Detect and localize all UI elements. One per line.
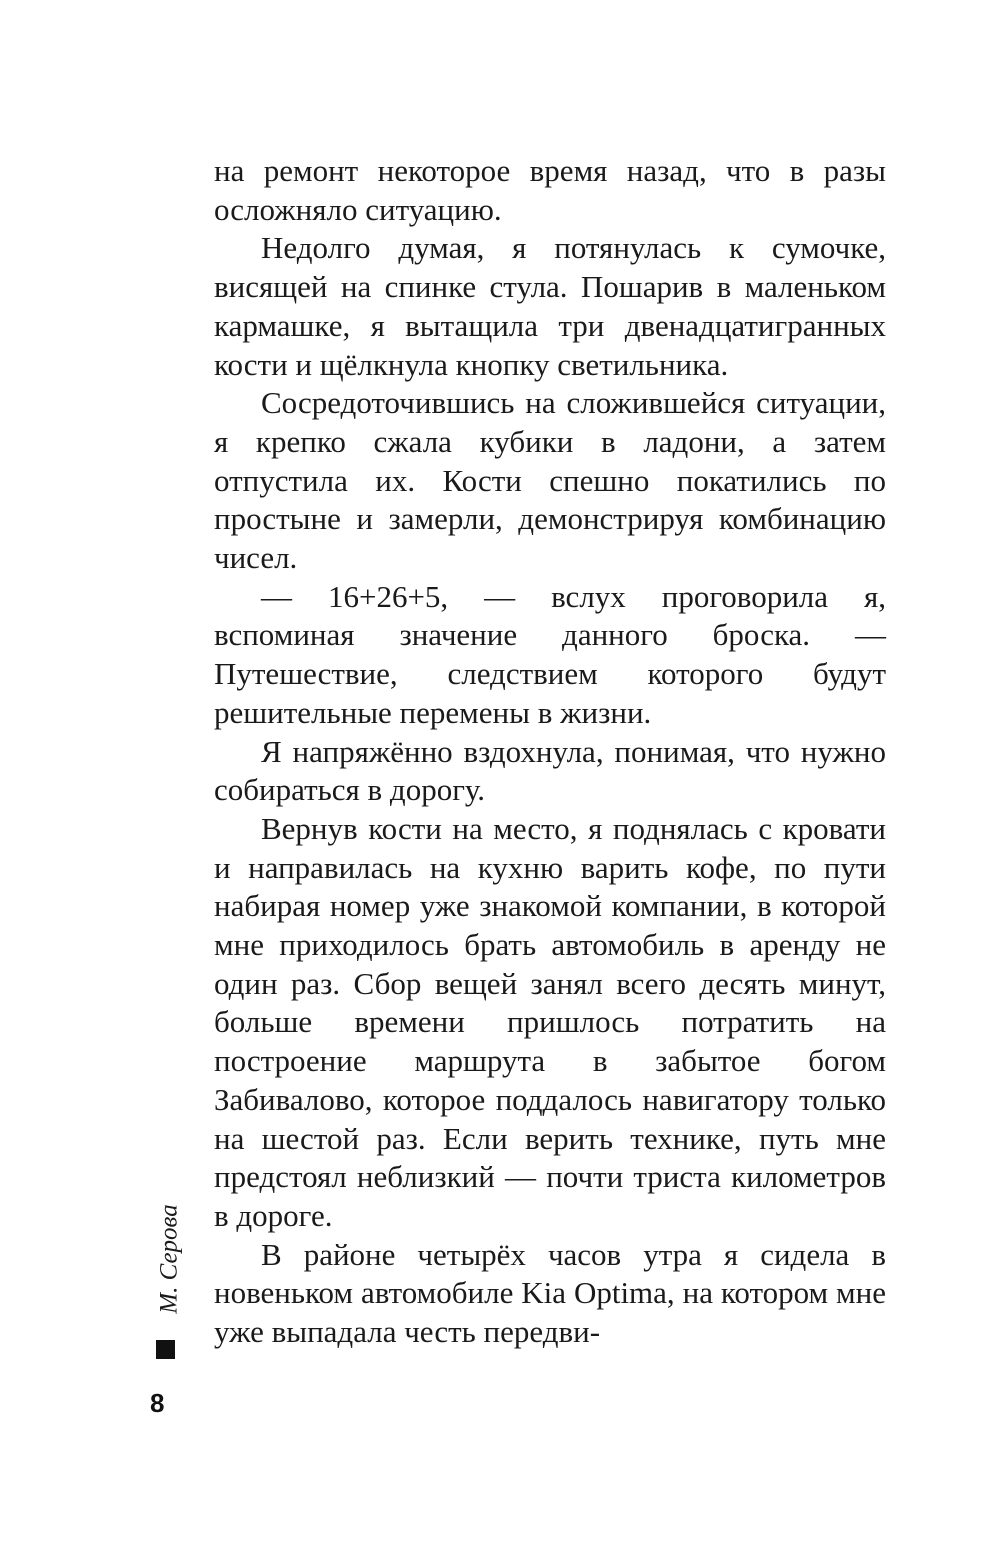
paragraph: Вернув кости на место, я поднялась с кровати и направилась на кухню варить кофе, по пути набирая номер уже знакомой компании, в которой мне приходилось брать автомобиль в аренду не один раз. Сбор вещей занял всего десять минут, больше времени пришлось потратить на построение маршрута в забытое богом Забивалово, которое поддалось навигатору только на шестой раз. Если верить технике, путь мне предстоял неблизкий — почти триста километров в дороге. (214, 810, 886, 1233)
paragraph: на ремонт некоторое время назад, что в разы осложняло ситуацию. (214, 153, 886, 227)
black-square-icon (156, 1340, 175, 1359)
paragraph: — 16+26+5, — вслух проговорила я, вспоминая значение данного броска. — Путешествие, следствием которого будут решительные перемены в жизни. (214, 578, 886, 730)
body-text (214, 152, 886, 1352)
paragraph: Сосредоточившись на сложившейся ситуации, я крепко сжала кубики в ладони, а затем отпустила их. Кости спешно покатились по простыне и замерли, демонстрируя комбинацию чисел. (214, 385, 886, 576)
author-name: М. Серова (156, 1204, 184, 1314)
paragraph: Я напряжённо вздохнула, понимая, что нужно собираться в дорогу. (214, 733, 886, 808)
page-number: 8 (150, 1388, 165, 1418)
paragraph: В районе четырёх часов утра я сидела в новеньком автомобиле Kia Optima, на котором мне уже выпадала честь передви- (214, 1236, 886, 1350)
paragraph: Недолго думая, я потянулась к сумочке, висящей на спинке стула. Пошарив в маленьком кармашке, я вытащила три двенадцатигранных кости и щёлкнула кнопку светильника. (214, 230, 886, 382)
running-head (152, 1203, 188, 1315)
